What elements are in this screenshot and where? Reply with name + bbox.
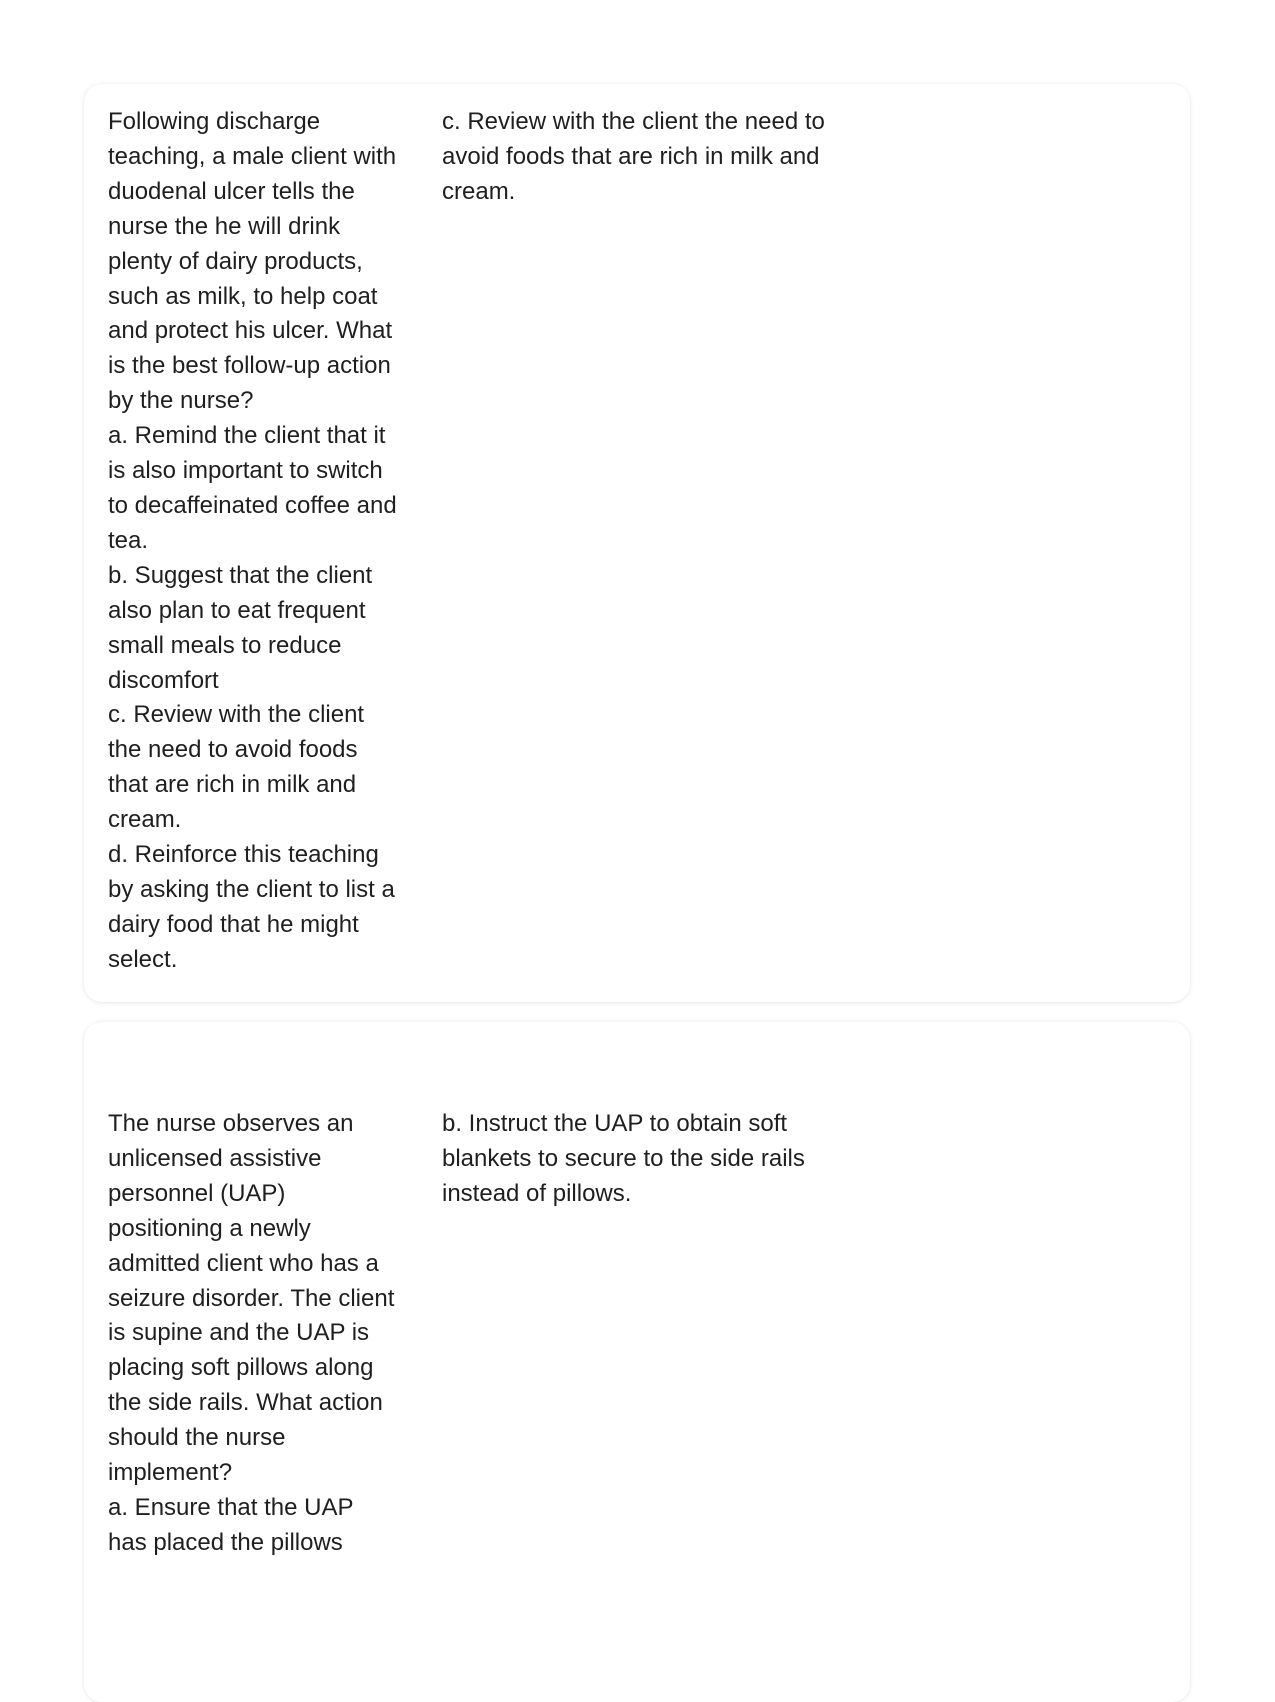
flashcard-term: The nurse observes an unlicensed assistive personnel (UAP) positioning a newly admitted client who has a seizure disorder. The client is supine and the UAP is placing soft pillows along the side rails. What action should the nurse implement? a. Ensure that the UAP has placed the pillows: [108, 1110, 395, 1556]
flashcard: [84, 1022, 1190, 1702]
flashcard-definition: b. Instruct the UAP to obtain soft blankets to secure to the side rails instead of pillows.: [442, 1110, 805, 1207]
flashcard-term: Following discharge teaching, a male client with duodenal ulcer tells the nurse the he will drink plenty of dairy products, such as milk, to help coat and protect his ulcer. What is the best follow-up action by the nurse? a. Remind the client that it is also important to switch to decaffeinated coffee and tea. b. Suggest that the client also plan to eat frequent small meals to reduce discomfort c. Review with the client the need to avoid foods that are rich in milk and cream. d. Reinforce this teaching by asking the client to list a dairy food that he might select.: [108, 108, 397, 973]
flashcard: [84, 84, 1190, 1002]
flashcard-definition: c. Review with the client the need to avoid foods that are rich in milk and cream.: [442, 108, 825, 205]
